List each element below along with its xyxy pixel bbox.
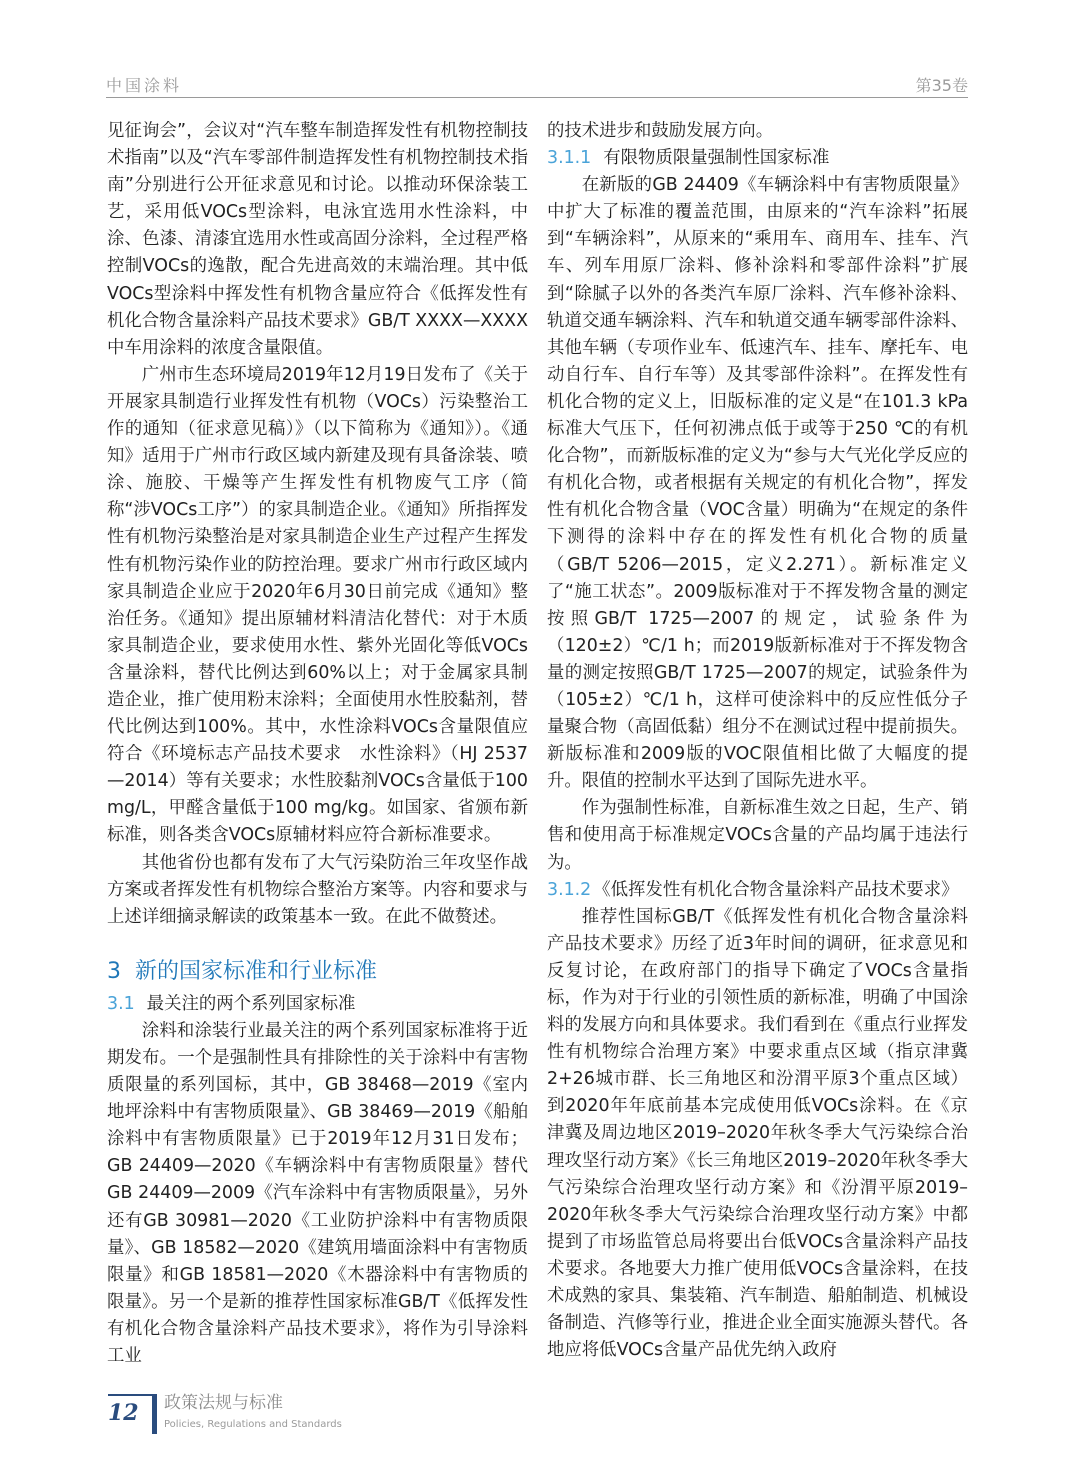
subsection-number: 3.1.1: [547, 148, 592, 169]
page-header: [106, 76, 968, 98]
page-number: 12: [108, 1400, 139, 1427]
section-number: 3: [107, 958, 121, 984]
subsection-title: 最关注的两个系列国家标准: [146, 993, 356, 1014]
paragraph: 在新版的GB 24409《车辆涂料中有害物质限量》中扩大了标准的覆盖范围，由原来的“汽车涂料”拓展到“车辆涂料”，从原来的“乘用车、商用车、挂车、汽车、列车用原厂涂料、修补涂料和零部件涂料”扩展到“除腻子以外的各类汽车原厂涂料、汽车修补涂料、轨道交通车辆涂料、汽车和轨道交通车辆零部件涂料、其他车辆（专项作业车、低速汽车、挂车、摩托车、电动自行车、自行车等）及其零部件涂料”。在挥发性有机化合物的定义上，旧版标准的定义是“在101.3 kPa标准大气压下，任何初沸点低于或等于250 ℃的有机化合物”，而新版标准的定义为“参与大气光化学反应的有机化合物，或者根据有关规定的有机化合物”，挥发性有机化合物含量（VOC含量）明确为“在规定的条件下测得的涂料中存在的挥发性有机化合物的质量（GB/T 5206—2015，定义2.271）。新标准定义了“施工状态”。2009版标准对于不挥发物含量的测定按照GB/T 1725—2007的规定，试验条件为（120±2）℃/1 h；而2019版新标准对于不挥发物含量的测定按照GB/T 1725—2007的规定，试验条件为（105±2）℃/1 h，这样可使涂料中的反应性低分子量聚合物（高固低黏）组分不在测试过程中提前损失。新版标准和2009版的VOC限值相比做了大幅度的提升。限值的控制水平达到了国际先进水平。: [547, 175, 968, 792]
subsection-heading: [547, 877, 968, 904]
footer-accent-line: [108, 1394, 156, 1396]
footer-accent-bar: [152, 1394, 157, 1434]
paragraph: 涂料和涂装行业最关注的两个系列国家标准将于近期发布。一个是强制性具有排除性的关于涂料中有害物质限量的系列国标，其中，GB 38468—2019《室内地坪涂料中有害物质限量》、GB 38469—2019《船舶涂料中有害物质限量》已于2019年12月31日发布；GB 24409—2020《车辆涂料中有害物质限量》替代GB 24409—2009《汽车涂料中有害物质限量》，另外还有GB 30981—2020《工业防护涂料中有害物质限量》、GB 18582—2020《建筑用墙面涂料中有害物质限量》和GB 18581—2020《木器涂料中有害物质的限量》。另一个是新的推荐性国家标准GB/T《低挥发性有机化合物含量涂料产品技术要求》，将作为引导涂料工业: [107, 1020, 528, 1367]
subsection-title: 有限物质限量强制性国家标准: [603, 148, 830, 169]
subsection-title: 《低挥发性有机化合物含量涂料产品技术要求》: [593, 879, 959, 900]
subsection-heading: [107, 991, 528, 1018]
paragraph: 推荐性国标GB/T《低挥发性有机化合物含量涂料产品技术要求》历经了近3年时间的调研，征求意见和反复讨论，在政府部门的指导下确定了VOCs含量指标，作为对于行业的引领性质的新标准，明确了中国涂料的发展方向和具体要求。我们看到在《重点行业挥发性有机物综合治理方案》中要求重点区域（指京津冀2+26城市群、长三角地区和汾渭平原3个重点区域）到2020年年底前基本完成使用低VOCs涂料。在《京津冀及周边地区2019–2020年秋冬季大气污染综合治理攻坚行动方案》《长三角地区2019–2020年秋冬季大气污染综合治理攻坚行动方案》和《汾渭平原2019–2020年秋冬季大气污染综合治理攻坚行动方案》中都提到了市场监管总局将要出台低VOCs含量涂料产品技术要求。各地要大力推广使用低VOCs含量涂料，在技术成熟的家具、集装箱、汽车制造、船舶制造、机械设备制造、汽修等行业，推进企业全面实施源头替代。各地应将低VOCs含量产品优先纳入政府: [547, 906, 968, 1361]
footer-section-en: Policies, Regulations and Standards: [164, 1419, 342, 1431]
volume-number: 第35卷: [915, 76, 968, 95]
section-heading: [107, 955, 528, 989]
two-column-body: [106, 118, 968, 1370]
subsection-heading: [547, 145, 968, 172]
section-title: 新的国家标准和行业标准: [135, 958, 378, 984]
paragraph: 的技术进步和鼓励发展方向。: [547, 121, 774, 141]
right-column: [547, 118, 968, 1370]
paragraph: 见征询会”，会议对“汽车整车制造挥发性有机物控制技术指南”以及“汽车零部件制造挥发性有机物控制技术指南”分别进行公开征求意见和讨论。以推动环保涂装工艺，采用低VOCs型涂料，电泳宜选用水性涂料，中涂、色漆、清漆宜选用水性或高固分涂料，全过程严格控制VOCs的逸散，配合先进高效的末端治理。其中低VOCs型涂料中挥发性有机物含量应符合《低挥发性有机化合物含量涂料产品技术要求》GB/T XXXX—XXXX中车用涂料的浓度含量限值。: [107, 121, 528, 358]
paragraph: 其他省份也都有发布了大气污染防治三年攻坚作战方案或者挥发性有机物综合整治方案等。内容和要求与上述详细摘录解读的政策基本一致。在此不做赘述。: [107, 852, 528, 927]
paragraph: 广州市生态环境局2019年12月19日发布了《关于开展家具制造行业挥发性有机物（VOCs）污染整治工作的通知（征求意见稿）》（以下简称为《通知》）。《通知》适用于广州市行政区域内新建及现有具备涂装、喷涂、施胶、干燥等产生挥发性有机物废气工序（简称“涉VOCs工序”）的家具制造企业。《通知》所指挥发性有机物污染整治是对家具制造企业生产过程产生挥发性有机物污染作业的防控治理。要求广州市行政区域内家具制造企业应于2020年6月30日前完成《通知》整治任务。《通知》提出原辅材料清洁化替代：对于木质家具制造企业，要求使用水性、紫外光固化等低VOCs含量涂料，替代比例达到60%以上；对于金属家具制造企业，推广使用粉末涂料；全面使用水性胶黏剂，替代比例达到100%。其中，水性涂料VOCs含量限值应符合《环境标志产品技术要求 水性涂料》（HJ 2537—2014）等有关要求；水性胶黏剂VOCs含量低于100 mg/L，甲醛含量低于100 mg/kg。如国家、省颁布新标准，则各类含VOCs原辅材料应符合新标准要求。: [107, 364, 529, 846]
page-footer: [108, 1394, 968, 1438]
left-column: [107, 118, 528, 1370]
footer-section-cn: 政策法规与标准: [164, 1393, 283, 1414]
subsection-number: 3.1.2: [547, 879, 592, 900]
journal-name: 中国涂料: [106, 76, 183, 95]
paragraph: 作为强制性标准，自新标准生效之日起，生产、销售和使用高于标准规定VOCs含量的产品均属于违法行为。: [547, 798, 968, 873]
subsection-number: 3.1: [107, 993, 135, 1014]
